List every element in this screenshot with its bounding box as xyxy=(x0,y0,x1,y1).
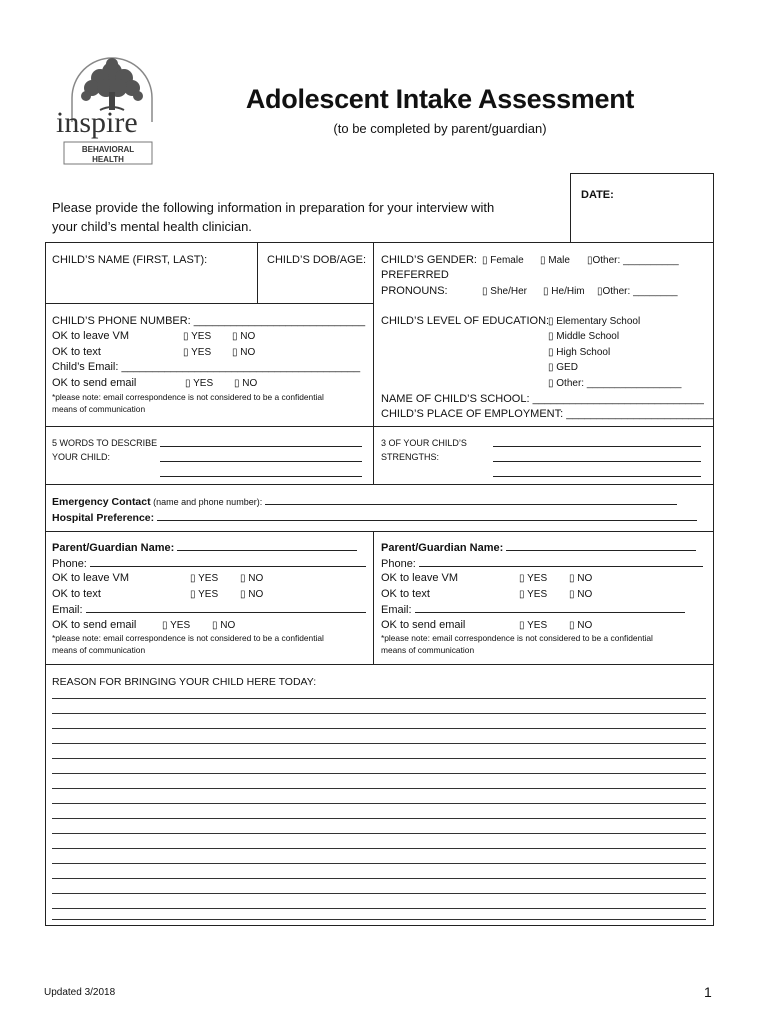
date-box[interactable] xyxy=(570,173,714,243)
guardian2-text-no-checkbox[interactable]: ▯ NO xyxy=(569,589,593,600)
strengths-line-1[interactable] xyxy=(493,446,701,447)
child-email-note-2: means of communication xyxy=(52,404,146,414)
guardian2-name-field[interactable] xyxy=(381,540,696,556)
strengths-label-2: STRENGTHS: xyxy=(381,452,440,462)
reason-line[interactable] xyxy=(52,878,706,879)
guardian1-text-yes-checkbox[interactable]: ▯ YES xyxy=(190,589,219,600)
reason-line[interactable] xyxy=(52,893,706,894)
words-label-2: YOUR CHILD: xyxy=(52,452,111,462)
emergency-contact-field[interactable] xyxy=(52,494,677,510)
child-gender-label: CHILD’S GENDER: xyxy=(381,254,477,266)
child-email-note-1: *please note: email correspondence is not considered to be a confidential xyxy=(52,392,324,402)
hospital-preference-field[interactable] xyxy=(52,510,697,526)
pronoun-she-checkbox[interactable]: ▯ She/Her xyxy=(482,286,527,297)
guardian2-phone-label: Phone: xyxy=(381,558,419,570)
guardian1-name-field[interactable] xyxy=(52,540,357,556)
words-line-2[interactable] xyxy=(160,461,362,462)
guardian2-phone-field[interactable] xyxy=(381,556,703,572)
pronouns-label-1: PREFERRED xyxy=(381,269,449,281)
child-ok-email-label: OK to send email xyxy=(52,377,137,389)
child-text-no-checkbox[interactable]: ▯ NO xyxy=(232,347,256,358)
emergency-contact-label: Emergency Contact xyxy=(52,496,151,508)
guardian2-email-no-checkbox[interactable]: ▯ NO xyxy=(569,620,593,631)
guardian2-email-label: Email: xyxy=(381,604,415,616)
reason-line[interactable] xyxy=(52,833,706,834)
employment-field[interactable]: CHILD’S PLACE OF EMPLOYMENT: ________________________ xyxy=(381,408,714,420)
guardian1-email-yes-checkbox[interactable]: ▯ YES xyxy=(162,620,191,631)
strengths-label-1: 3 OF YOUR CHILD’S xyxy=(381,438,467,448)
reason-line[interactable] xyxy=(52,773,706,774)
words-line-1[interactable] xyxy=(160,446,362,447)
date-label: DATE: xyxy=(581,189,614,201)
school-name-field[interactable]: NAME OF CHILD’S SCHOOL: ____________________________ xyxy=(381,393,704,405)
guardian2-ok-text-label: OK to text xyxy=(381,588,430,600)
education-label: CHILD’S LEVEL OF EDUCATION: xyxy=(381,315,550,327)
guardian1-vm-no-checkbox[interactable]: ▯ NO xyxy=(240,573,264,584)
child-phone-field[interactable]: CHILD’S PHONE NUMBER: ____________________________ xyxy=(52,315,366,327)
svg-text:HEALTH: HEALTH xyxy=(92,155,124,164)
guardian1-ok-text-label: OK to text xyxy=(52,588,101,600)
edu-middle-checkbox[interactable]: ▯ Middle School xyxy=(548,331,620,342)
guardian1-email-label: Email: xyxy=(52,604,86,616)
reason-line[interactable] xyxy=(52,758,706,759)
edu-elementary-checkbox[interactable]: ▯ Elementary School xyxy=(548,316,641,327)
guardian1-phone-field[interactable] xyxy=(52,556,366,572)
emergency-contact-hint: (name and phone number): xyxy=(150,497,265,507)
child-text-yes-checkbox[interactable]: ▯ YES xyxy=(183,347,212,358)
child-email-field[interactable]: Child’s Email: _______________________________________ xyxy=(52,361,361,373)
reason-line[interactable] xyxy=(52,698,706,699)
strengths-line-3[interactable] xyxy=(493,476,701,477)
child-name-label: CHILD’S NAME (FIRST, LAST): xyxy=(52,254,208,266)
gender-female-checkbox[interactable]: ▯ Female xyxy=(482,255,524,266)
guardian2-ok-vm-label: OK to leave VM xyxy=(381,572,459,584)
guardian1-vm-yes-checkbox[interactable]: ▯ YES xyxy=(190,573,219,584)
guardian2-email-note-2: means of communication xyxy=(381,645,475,655)
guardian2-name-label: Parent/Guardian Name: xyxy=(381,542,507,554)
guardian1-email-no-checkbox[interactable]: ▯ NO xyxy=(212,620,236,631)
updated-date: Updated 3/2018 xyxy=(44,987,116,998)
child-email-no-checkbox[interactable]: ▯ NO xyxy=(234,378,258,389)
guardian2-vm-no-checkbox[interactable]: ▯ NO xyxy=(569,573,593,584)
guardian2-email-field[interactable] xyxy=(381,602,685,618)
strengths-line-2[interactable] xyxy=(493,461,701,462)
inspire-logo xyxy=(50,52,175,174)
svg-text:BEHAVIORAL: BEHAVIORAL xyxy=(81,145,135,154)
guardian2-email-yes-checkbox[interactable]: ▯ YES xyxy=(519,620,548,631)
reason-line[interactable] xyxy=(52,743,706,744)
reason-label: REASON FOR BRINGING YOUR CHILD HERE TODAY: xyxy=(52,676,317,688)
intro-line-2: your child’s mental health clinician. xyxy=(52,219,252,234)
intro-text xyxy=(52,198,552,236)
reason-line[interactable] xyxy=(52,848,706,849)
guardian1-name-label: Parent/Guardian Name: xyxy=(52,542,178,554)
page-title: Adolescent Intake Assessment xyxy=(245,84,635,114)
reason-line[interactable] xyxy=(52,818,706,819)
words-label-1: 5 WORDS TO DESCRIBE xyxy=(52,438,158,448)
guardian1-ok-email-label: OK to send email xyxy=(52,619,137,631)
gender-other-checkbox[interactable]: ▯Other: __________ xyxy=(587,255,679,266)
guardian1-ok-vm-label: OK to leave VM xyxy=(52,572,130,584)
guardian1-text-no-checkbox[interactable]: ▯ NO xyxy=(240,589,264,600)
child-email-yes-checkbox[interactable]: ▯ YES xyxy=(185,378,214,389)
edu-other-checkbox[interactable]: ▯ Other: _________________ xyxy=(548,378,682,389)
hospital-preference-label: Hospital Preference: xyxy=(52,512,158,524)
child-vm-yes-checkbox[interactable]: ▯ YES xyxy=(183,331,212,342)
reason-line[interactable] xyxy=(52,788,706,789)
reason-line[interactable] xyxy=(52,863,706,864)
guardian1-email-field[interactable] xyxy=(52,602,366,618)
child-dob-label: CHILD’S DOB/AGE: xyxy=(267,254,367,266)
intro-line-1: Please provide the following information in preparation for your interview with xyxy=(52,200,495,215)
pronouns-label-2: PRONOUNS: xyxy=(381,285,448,297)
child-vm-no-checkbox[interactable]: ▯ NO xyxy=(232,331,256,342)
page-subtitle: (to be completed by parent/guardian) xyxy=(333,121,547,136)
intake-form xyxy=(45,242,714,926)
child-ok-text-label: OK to text xyxy=(52,346,101,358)
reason-line[interactable] xyxy=(52,919,706,920)
guardian2-ok-email-label: OK to send email xyxy=(381,619,466,631)
page-number: 1 xyxy=(704,984,712,1000)
pronoun-he-checkbox[interactable]: ▯ He/Him xyxy=(543,286,585,297)
pronoun-other-checkbox[interactable]: ▯Other: ________ xyxy=(597,286,678,297)
guardian1-phone-label: Phone: xyxy=(52,558,90,570)
tree-logo-icon xyxy=(50,52,175,174)
reason-line[interactable] xyxy=(52,803,706,804)
gender-male-checkbox[interactable]: ▯ Male xyxy=(540,255,570,266)
guardian1-email-note-2: means of communication xyxy=(52,645,146,655)
edu-ged-checkbox[interactable]: ▯ GED xyxy=(548,362,578,373)
words-line-3[interactable] xyxy=(160,476,362,477)
reason-line[interactable] xyxy=(52,713,706,714)
reason-line[interactable] xyxy=(52,908,706,909)
svg-text:inspire: inspire xyxy=(56,106,138,139)
edu-high-checkbox[interactable]: ▯ High School xyxy=(548,347,611,358)
child-ok-vm-label: OK to leave VM xyxy=(52,330,130,342)
reason-line[interactable] xyxy=(52,728,706,729)
guardian1-email-note-1: *please note: email correspondence is not considered to be a confidential xyxy=(52,633,324,643)
guardian2-text-yes-checkbox[interactable]: ▯ YES xyxy=(519,589,548,600)
guardian2-vm-yes-checkbox[interactable]: ▯ YES xyxy=(519,573,548,584)
guardian2-email-note-1: *please note: email correspondence is not considered to be a confidential xyxy=(381,633,653,643)
